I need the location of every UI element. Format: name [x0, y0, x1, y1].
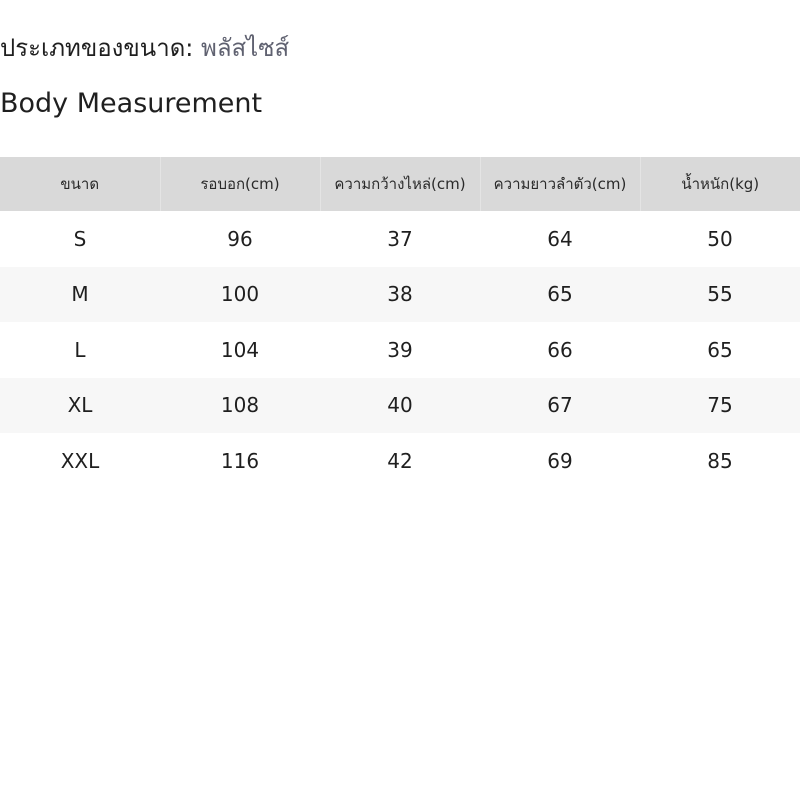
cell-chest: 104	[160, 322, 320, 378]
cell-chest: 96	[160, 211, 320, 267]
cell-weight: 50	[640, 211, 800, 267]
cell-shoulder: 39	[320, 322, 480, 378]
header-chest: รอบอก(cm)	[160, 157, 320, 211]
cell-length: 65	[480, 267, 640, 323]
cell-size: S	[0, 211, 160, 267]
cell-length: 69	[480, 433, 640, 489]
table-row	[0, 322, 800, 378]
cell-size: L	[0, 322, 160, 378]
header-size: ขนาด	[0, 157, 160, 211]
cell-chest: 108	[160, 378, 320, 434]
section-title: Body Measurement	[0, 88, 263, 119]
cell-size: XXL	[0, 433, 160, 489]
cell-weight: 85	[640, 433, 800, 489]
cell-size: XL	[0, 378, 160, 434]
size-table-body	[0, 211, 800, 489]
cell-shoulder: 42	[320, 433, 480, 489]
cell-length: 64	[480, 211, 640, 267]
header-row	[0, 157, 800, 211]
table-row	[0, 267, 800, 323]
table-row	[0, 211, 800, 267]
cell-length: 67	[480, 378, 640, 434]
cell-weight: 75	[640, 378, 800, 434]
header-length: ความยาวลำตัว(cm)	[480, 157, 640, 211]
cell-weight: 55	[640, 267, 800, 323]
cell-weight: 65	[640, 322, 800, 378]
cell-shoulder: 40	[320, 378, 480, 434]
header-weight: น้ำหนัก(kg)	[640, 157, 800, 211]
size-table	[0, 157, 800, 489]
cell-chest: 100	[160, 267, 320, 323]
cell-length: 66	[480, 322, 640, 378]
size-table-header	[0, 157, 800, 211]
table-row	[0, 433, 800, 489]
size-type-line	[0, 28, 289, 68]
table-row	[0, 378, 800, 434]
cell-chest: 116	[160, 433, 320, 489]
header-shoulder: ความกว้างไหล่(cm)	[320, 157, 480, 211]
size-type-value: พลัสไซส์	[201, 34, 290, 62]
cell-shoulder: 38	[320, 267, 480, 323]
size-type-label: ประเภทของขนาด:	[0, 34, 194, 62]
cell-shoulder: 37	[320, 211, 480, 267]
cell-size: M	[0, 267, 160, 323]
